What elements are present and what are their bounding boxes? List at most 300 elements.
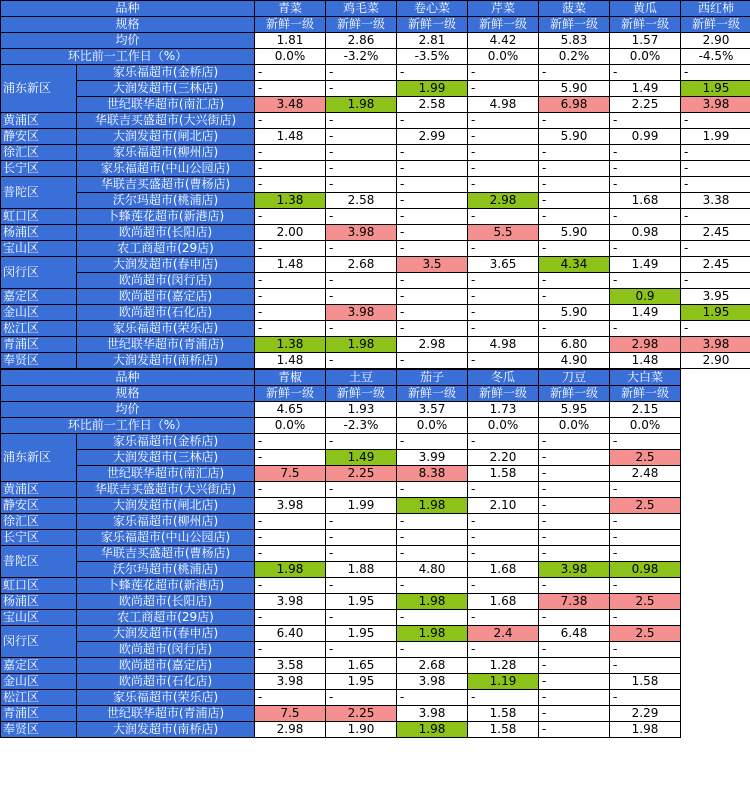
district-cell: 徐汇区: [1, 145, 77, 161]
price-cell: 0.98: [610, 225, 681, 241]
price-cell: 1.48: [610, 353, 681, 369]
district-cell: 虹口区: [1, 209, 77, 225]
store-row: [1, 273, 750, 289]
low-price-cell: 1.49: [326, 450, 397, 466]
price-cell: 2.90: [681, 353, 750, 369]
low-price-cell: 1.98: [397, 498, 468, 514]
spec-row-cell: 新鲜一级: [468, 386, 539, 402]
price-cell: -: [397, 225, 468, 241]
low-price-cell: 1.19: [468, 674, 539, 690]
price-cell: 3.98: [255, 674, 326, 690]
price-cell: -: [610, 273, 681, 289]
price-cell: -: [397, 65, 468, 81]
price-cell: 5.90: [539, 81, 610, 97]
price-cell: -: [397, 578, 468, 594]
district-cell: 青浦区: [1, 337, 77, 353]
district-cell: 金山区: [1, 305, 77, 321]
price-cell: -: [539, 434, 610, 450]
product-header-row: [1, 370, 681, 386]
price-cell: -: [397, 145, 468, 161]
price-cell: -: [397, 177, 468, 193]
price-cell: 3.99: [397, 450, 468, 466]
product-header-row-cell: 冬瓜: [468, 370, 539, 386]
product-header-row: [1, 1, 750, 17]
price-cell: 1.28: [468, 658, 539, 674]
price-cell: 1.90: [326, 722, 397, 738]
price-cell: -: [397, 530, 468, 546]
price-cell: 1.65: [326, 658, 397, 674]
high-price-cell: 3.98: [681, 97, 750, 113]
price-cell: 2.99: [397, 129, 468, 145]
price-cell: -: [255, 642, 326, 658]
high-price-cell: 2.5: [610, 594, 681, 610]
change-row-cell: 0.0%: [468, 49, 539, 65]
low-price-cell: 1.98: [255, 562, 326, 578]
price-cell: -: [468, 241, 539, 257]
price-cell: -: [681, 113, 750, 129]
price-cell: -: [397, 193, 468, 209]
store-name-cell: 家乐福超市(柳州店): [77, 514, 255, 530]
store-name-cell: 大润发超市(南桥店): [77, 353, 255, 369]
store-row: [1, 434, 681, 450]
change-row-cell: 0.0%: [397, 418, 468, 434]
price-cell: -: [397, 482, 468, 498]
store-row: [1, 450, 681, 466]
store-row: [1, 674, 681, 690]
product-header-row-cell: 卷心菜: [397, 1, 468, 17]
store-name-cell: 家乐福超市(中山公园店): [77, 530, 255, 546]
price-cell: -: [255, 434, 326, 450]
store-row: [1, 193, 750, 209]
price-cell: -: [255, 450, 326, 466]
price-cell: -: [539, 706, 610, 722]
product-header-row-cell: 鸡毛菜: [326, 1, 397, 17]
price-cell: -: [539, 161, 610, 177]
price-cell: -: [610, 514, 681, 530]
price-cell: -: [326, 81, 397, 97]
store-name-cell: 欧尚超市(闵行店): [77, 273, 255, 289]
price-cell: 5.90: [539, 305, 610, 321]
price-cell: 3.98: [397, 674, 468, 690]
price-cell: -: [255, 81, 326, 97]
product-header-row-cell: 土豆: [326, 370, 397, 386]
avg-price-row-cell: 1.93: [326, 402, 397, 418]
price-cell: 1.48: [255, 353, 326, 369]
price-cell: -: [468, 530, 539, 546]
store-row: [1, 337, 750, 353]
price-cell: 2.45: [681, 257, 750, 273]
store-row: [1, 225, 750, 241]
price-cell: -: [539, 241, 610, 257]
price-cell: -: [468, 321, 539, 337]
store-row: [1, 241, 750, 257]
store-name-cell: 华联吉买盛超市(曹杨店): [77, 177, 255, 193]
low-price-cell: 1.95: [681, 81, 750, 97]
price-cell: -: [326, 578, 397, 594]
store-row: [1, 546, 681, 562]
low-price-cell: 2.98: [468, 193, 539, 209]
price-cell: 1.58: [468, 466, 539, 482]
store-row: [1, 305, 750, 321]
price-cell: -: [326, 514, 397, 530]
spec-row-cell: 新鲜一级: [326, 17, 397, 33]
price-cell: 6.40: [255, 626, 326, 642]
price-cell: -: [255, 177, 326, 193]
district-cell: 松江区: [1, 690, 77, 706]
avg-price-row-cell: 1.81: [255, 33, 326, 49]
price-cell: -: [255, 578, 326, 594]
price-cell: 3.95: [681, 289, 750, 305]
price-cell: -: [539, 482, 610, 498]
price-cell: 3.38: [681, 193, 750, 209]
low-price-cell: 0.98: [610, 562, 681, 578]
price-cell: 3.65: [468, 257, 539, 273]
change-row-cell: -3.2%: [326, 49, 397, 65]
high-price-cell: 3.98: [326, 225, 397, 241]
high-price-cell: 3.98: [681, 337, 750, 353]
store-name-cell: 农工商超市(29店): [77, 610, 255, 626]
district-cell: 黄浦区: [1, 113, 77, 129]
spec-row-cell: 新鲜一级: [539, 17, 610, 33]
price-cell: -: [397, 642, 468, 658]
price-cell: -: [255, 241, 326, 257]
store-name-cell: 欧尚超市(嘉定店): [77, 658, 255, 674]
store-name-cell: 家乐福超市(荣乐店): [77, 690, 255, 706]
district-cell: 长宁区: [1, 530, 77, 546]
price-cell: 1.49: [610, 81, 681, 97]
district-cell: 嘉定区: [1, 658, 77, 674]
price-cell: 1.58: [468, 722, 539, 738]
price-cell: -: [326, 610, 397, 626]
store-row: [1, 177, 750, 193]
district-cell: 松江区: [1, 321, 77, 337]
price-cell: -: [539, 113, 610, 129]
change-row-cell: 0.0%: [539, 418, 610, 434]
price-cell: 2.20: [468, 450, 539, 466]
high-price-cell: 6.98: [539, 97, 610, 113]
store-row: [1, 514, 681, 530]
price-cell: -: [397, 514, 468, 530]
price-cell: -: [610, 530, 681, 546]
price-cell: 2.58: [397, 97, 468, 113]
price-cell: -: [610, 690, 681, 706]
price-cell: -: [326, 434, 397, 450]
price-cell: 3.58: [255, 658, 326, 674]
change-row-cell: -4.5%: [681, 49, 750, 65]
low-price-cell: 1.38: [255, 193, 326, 209]
price-cell: -: [539, 177, 610, 193]
change-row-cell: 0.0%: [255, 49, 326, 65]
price-cell: 2.45: [681, 225, 750, 241]
store-row: [1, 642, 681, 658]
low-price-cell: 0.9: [610, 289, 681, 305]
price-cell: -: [610, 546, 681, 562]
store-name-cell: 大润发超市(春申店): [77, 626, 255, 642]
price-cell: -: [610, 65, 681, 81]
store-name-cell: 大润发超市(闸北店): [77, 129, 255, 145]
spec-row-cell: 新鲜一级: [539, 386, 610, 402]
price-cell: -: [539, 546, 610, 562]
store-name-cell: 卜蜂莲花超市(新港店): [77, 578, 255, 594]
district-cell: 闵行区: [1, 257, 77, 289]
price-cell: -: [468, 514, 539, 530]
price-cell: -: [610, 145, 681, 161]
price-cell: -: [397, 321, 468, 337]
product-header-row-cell: 刀豆: [539, 370, 610, 386]
price-cell: 1.99: [326, 498, 397, 514]
change-row-cell: 0.0%: [468, 418, 539, 434]
avg-price-row-cell: 1.57: [610, 33, 681, 49]
low-price-cell: 1.98: [397, 722, 468, 738]
store-row: [1, 594, 681, 610]
store-row: [1, 129, 750, 145]
price-cell: -: [468, 65, 539, 81]
price-cell: -: [468, 129, 539, 145]
price-cell: -: [397, 305, 468, 321]
price-cell: -: [468, 434, 539, 450]
product-header-row-label: 品种: [1, 370, 255, 386]
price-cell: 3.98: [255, 594, 326, 610]
high-price-cell: 7.5: [255, 706, 326, 722]
product-header-row-cell: 西红柿: [681, 1, 750, 17]
price-cell: -: [610, 610, 681, 626]
high-price-cell: 3.48: [255, 97, 326, 113]
district-cell: 奉贤区: [1, 722, 77, 738]
price-cell: -: [397, 546, 468, 562]
price-cell: 1.58: [468, 706, 539, 722]
avg-price-row-cell: 3.57: [397, 402, 468, 418]
price-cell: -: [326, 177, 397, 193]
price-cell: -: [539, 610, 610, 626]
price-cell: 5.90: [539, 129, 610, 145]
high-price-cell: 2.25: [326, 706, 397, 722]
high-price-cell: 2.5: [610, 498, 681, 514]
price-cell: 2.98: [397, 337, 468, 353]
high-price-cell: 7.5: [255, 466, 326, 482]
store-row: [1, 257, 750, 273]
avg-price-row-cell: 5.95: [539, 402, 610, 418]
high-price-cell: 3.5: [397, 257, 468, 273]
price-cell: -: [468, 81, 539, 97]
change-row: [1, 418, 681, 434]
spec-row-label: 规格: [1, 17, 255, 33]
price-cell: 1.68: [610, 193, 681, 209]
store-name-cell: 欧尚超市(闵行店): [77, 642, 255, 658]
spec-row-cell: 新鲜一级: [681, 17, 750, 33]
store-row: [1, 658, 681, 674]
price-cell: -: [326, 241, 397, 257]
price-cell: 1.49: [610, 257, 681, 273]
price-cell: 2.48: [610, 466, 681, 482]
store-name-cell: 大润发超市(春申店): [77, 257, 255, 273]
price-cell: -: [539, 530, 610, 546]
store-row: [1, 626, 681, 642]
store-name-cell: 农工商超市(29店): [77, 241, 255, 257]
price-cell: -: [326, 642, 397, 658]
high-price-cell: 2.5: [610, 626, 681, 642]
price-cell: 1.99: [681, 129, 750, 145]
store-row: [1, 530, 681, 546]
avg-price-row-cell: 4.65: [255, 402, 326, 418]
price-cell: -: [681, 177, 750, 193]
avg-price-row-cell: 4.42: [468, 33, 539, 49]
store-name-cell: 华联吉买盛超市(曹杨店): [77, 546, 255, 562]
price-cell: -: [255, 161, 326, 177]
price-cell: -: [539, 642, 610, 658]
high-price-cell: 3.98: [326, 305, 397, 321]
price-cell: -: [468, 273, 539, 289]
price-cell: 2.98: [255, 722, 326, 738]
price-cell: -: [255, 610, 326, 626]
low-price-cell: 1.98: [326, 337, 397, 353]
store-name-cell: 家乐福超市(柳州店): [77, 145, 255, 161]
price-cell: -: [326, 289, 397, 305]
price-cell: 1.95: [326, 626, 397, 642]
price-cell: -: [681, 241, 750, 257]
price-cell: -: [397, 289, 468, 305]
district-cell: 普陀区: [1, 546, 77, 578]
store-name-cell: 大润发超市(南桥店): [77, 722, 255, 738]
price-cell: 1.48: [255, 129, 326, 145]
price-cell: 4.80: [397, 562, 468, 578]
price-cell: 2.25: [610, 97, 681, 113]
low-price-cell: 1.98: [397, 594, 468, 610]
price-cell: -: [539, 65, 610, 81]
price-cell: 6.48: [539, 626, 610, 642]
district-cell: 浦东新区: [1, 65, 77, 113]
price-cell: -: [326, 482, 397, 498]
price-cell: 4.90: [539, 353, 610, 369]
price-cell: -: [539, 209, 610, 225]
price-cell: -: [397, 353, 468, 369]
store-name-cell: 华联吉买盛超市(大兴街店): [77, 482, 255, 498]
price-cell: -: [468, 578, 539, 594]
district-cell: 宝山区: [1, 241, 77, 257]
price-cell: -: [610, 482, 681, 498]
price-cell: 2.68: [397, 658, 468, 674]
price-cell: -: [539, 193, 610, 209]
low-price-cell: 1.38: [255, 337, 326, 353]
price-cell: -: [610, 658, 681, 674]
price-cell: 3.98: [255, 498, 326, 514]
avg-price-row-cell: 1.73: [468, 402, 539, 418]
spec-row-cell: 新鲜一级: [326, 386, 397, 402]
price-cell: -: [681, 209, 750, 225]
high-price-cell: 2.25: [326, 466, 397, 482]
price-cell: 2.10: [468, 498, 539, 514]
district-cell: 金山区: [1, 674, 77, 690]
store-name-cell: 欧尚超市(石化店): [77, 674, 255, 690]
store-row: [1, 562, 681, 578]
store-name-cell: 沃尔玛超市(桃浦店): [77, 562, 255, 578]
spec-row-cell: 新鲜一级: [255, 17, 326, 33]
product-header-row-cell: 菠菜: [539, 1, 610, 17]
price-cell: -: [255, 113, 326, 129]
change-row-cell: 0.0%: [255, 418, 326, 434]
store-name-cell: 世纪联华超市(南汇店): [77, 466, 255, 482]
price-cell: 1.95: [326, 674, 397, 690]
price-cell: -: [468, 305, 539, 321]
change-row-cell: -3.5%: [397, 49, 468, 65]
price-cell: -: [539, 321, 610, 337]
price-cell: 4.98: [468, 97, 539, 113]
price-cell: 1.49: [610, 305, 681, 321]
price-cell: -: [468, 642, 539, 658]
price-cell: -: [397, 209, 468, 225]
price-cell: -: [610, 321, 681, 337]
avg-price-row-cell: 2.15: [610, 402, 681, 418]
price-cell: -: [397, 113, 468, 129]
store-row: [1, 65, 750, 81]
store-name-cell: 欧尚超市(石化店): [77, 305, 255, 321]
price-cell: -: [326, 129, 397, 145]
store-row: [1, 353, 750, 369]
price-cell: 1.68: [468, 562, 539, 578]
price-cell: -: [539, 145, 610, 161]
price-cell: 3.98: [397, 706, 468, 722]
price-cell: -: [468, 161, 539, 177]
price-cell: -: [397, 434, 468, 450]
store-name-cell: 家乐福超市(中山公园店): [77, 161, 255, 177]
price-cell: -: [326, 161, 397, 177]
price-cell: -: [255, 530, 326, 546]
store-name-cell: 欧尚超市(长阳店): [77, 225, 255, 241]
price-cell: 1.98: [610, 722, 681, 738]
spec-row-cell: 新鲜一级: [397, 386, 468, 402]
store-row: [1, 145, 750, 161]
product-header-row-cell: 青菜: [255, 1, 326, 17]
store-name-cell: 大润发超市(三林店): [77, 81, 255, 97]
price-cell: -: [539, 514, 610, 530]
store-name-cell: 卜蜂莲花超市(新港店): [77, 209, 255, 225]
price-cell: 5.90: [539, 225, 610, 241]
price-cell: -: [397, 273, 468, 289]
store-row: [1, 289, 750, 305]
district-cell: 静安区: [1, 129, 77, 145]
avg-price-row-cell: 5.83: [539, 33, 610, 49]
price-cell: -: [610, 434, 681, 450]
price-cell: -: [326, 530, 397, 546]
store-name-cell: 家乐福超市(金桥店): [77, 434, 255, 450]
district-cell: 徐汇区: [1, 514, 77, 530]
price-cell: -: [539, 674, 610, 690]
low-price-cell: 3.98: [539, 562, 610, 578]
price-cell: -: [397, 610, 468, 626]
district-cell: 青浦区: [1, 706, 77, 722]
spec-row-label: 规格: [1, 386, 255, 402]
price-cell: 2.68: [326, 257, 397, 273]
change-row: [1, 49, 750, 65]
store-name-cell: 欧尚超市(长阳店): [77, 594, 255, 610]
price-cell: -: [610, 177, 681, 193]
low-price-cell: 1.95: [681, 305, 750, 321]
price-cell: -: [610, 209, 681, 225]
price-cell: -: [326, 546, 397, 562]
low-price-cell: 1.99: [397, 81, 468, 97]
price-cell: -: [255, 690, 326, 706]
district-cell: 静安区: [1, 498, 77, 514]
store-name-cell: 大润发超市(三林店): [77, 450, 255, 466]
store-row: [1, 498, 681, 514]
price-cell: -: [681, 321, 750, 337]
price-cell: 1.88: [326, 562, 397, 578]
store-row: [1, 690, 681, 706]
price-cell: -: [539, 466, 610, 482]
store-name-cell: 华联吉买盛超市(大兴街店): [77, 113, 255, 129]
avg-price-row: [1, 402, 681, 418]
price-cell: -: [326, 353, 397, 369]
price-cell: 6.80: [539, 337, 610, 353]
